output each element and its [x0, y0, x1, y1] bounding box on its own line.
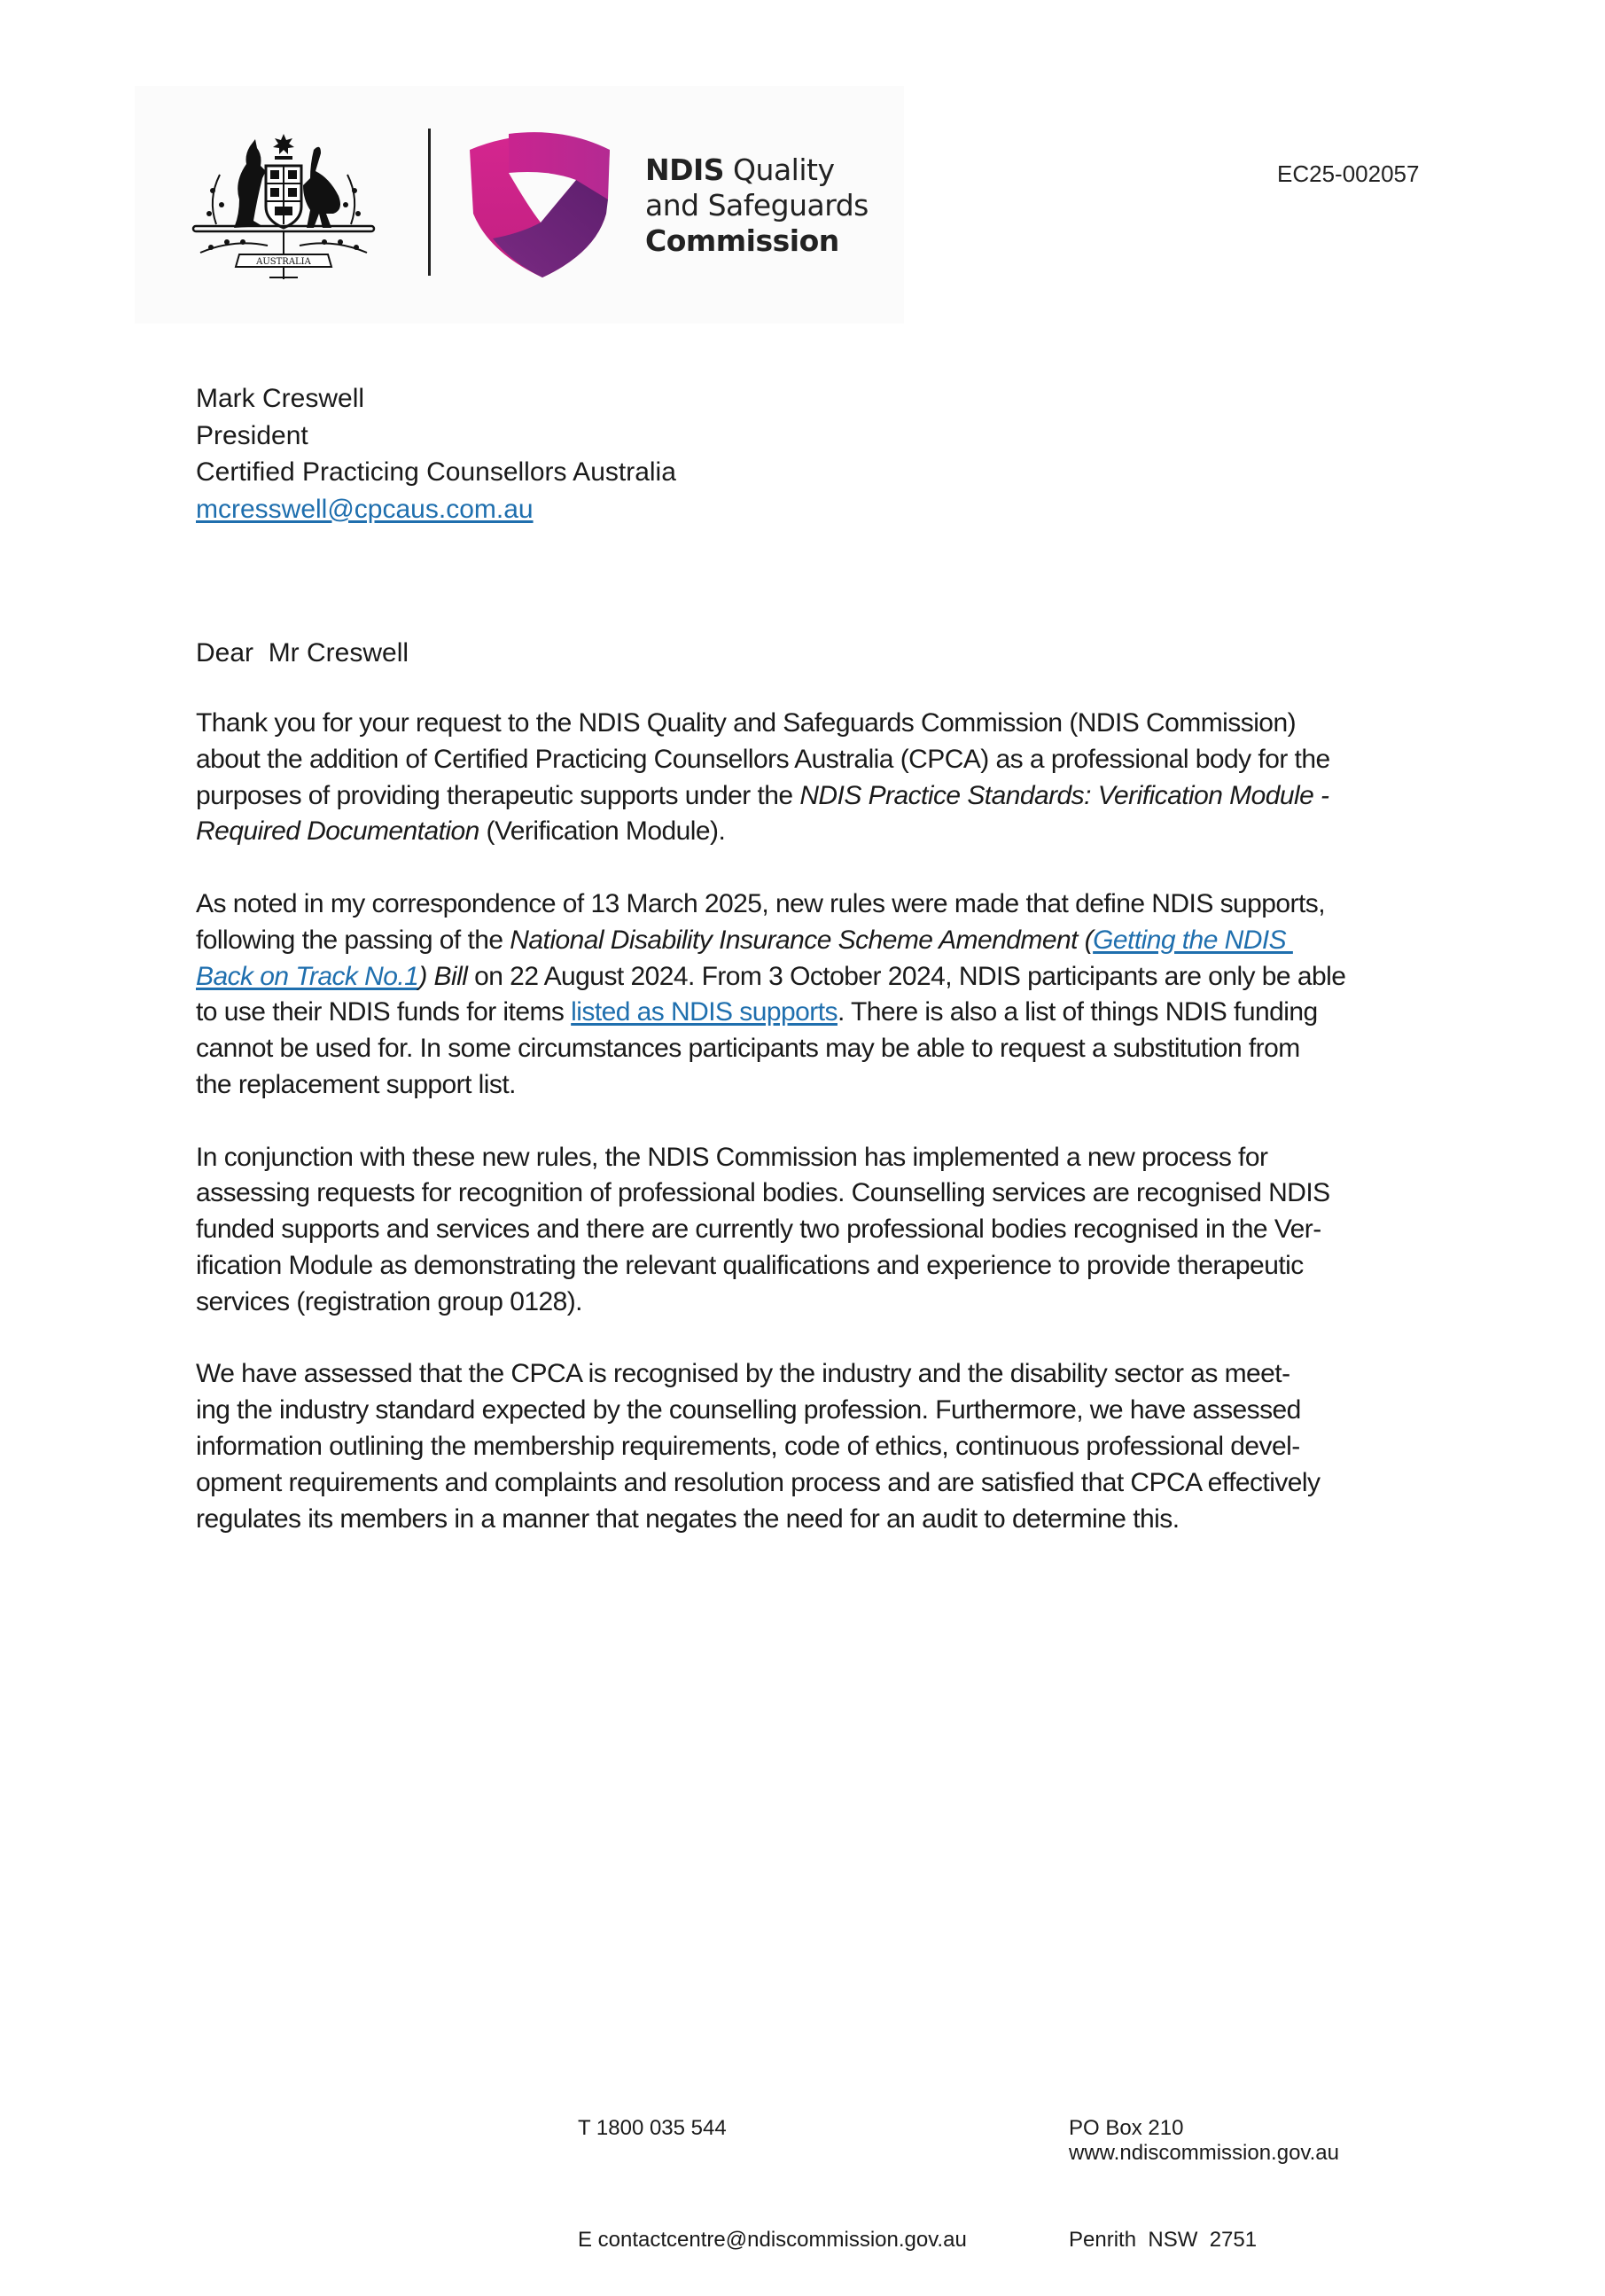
paragraph — [196, 1356, 1437, 1537]
org-name-quality: Quality — [724, 152, 835, 187]
text-line — [196, 923, 1437, 959]
text-run: services (registration group 0128). — [196, 1286, 582, 1316]
text-line — [196, 706, 1437, 742]
footer-phone: T 1800 035 544 — [578, 2116, 727, 2140]
text-run: We have assessed that the CPCA is recognised by the industry and the disability sector as meet- — [196, 1359, 1290, 1389]
recipient-name: Mark Creswell — [196, 384, 365, 413]
reference-number: EC25-002057 — [1277, 160, 1420, 187]
text-line — [196, 1140, 1437, 1176]
text-line — [196, 1429, 1437, 1465]
text-run: ification Module as demonstrating the relevant qualifications and experience to provide therapeutic — [196, 1250, 1304, 1280]
recipient-address — [196, 380, 676, 527]
text-line — [196, 1175, 1437, 1212]
text-run: In conjunction with these new rules, the NDIS Commission has implemented a new process for — [196, 1142, 1268, 1172]
text-run: . There is also a list of things NDIS funding — [837, 997, 1318, 1027]
org-name-ndis: NDIS — [645, 152, 725, 187]
footer-po-box: PO Box 210 — [1069, 2116, 1184, 2140]
salutation: Dear Mr Creswell — [196, 638, 409, 668]
text-run: the replacement support list. — [196, 1069, 516, 1099]
text-line — [196, 1465, 1437, 1502]
text-line — [196, 742, 1437, 778]
text-run: information outlining the membership requirements, code of ethics, continuous professional devel- — [196, 1431, 1300, 1461]
text-line — [196, 814, 1437, 850]
text-run: about the addition of Certified Practicing Counsellors Australia (CPCA) as a professional body for the — [196, 744, 1330, 774]
text-run: As noted in my correspondence of 13 March 2025, new rules were made that define NDIS supports, — [196, 888, 1326, 918]
org-name-line3: Commission — [645, 223, 839, 258]
text-line — [196, 1248, 1437, 1285]
ndis-shield-icon — [466, 129, 613, 279]
text-run: following the passing of the — [196, 925, 510, 955]
italic-text: National Disability Insurance Scheme Amendment ( — [510, 925, 1094, 955]
italic-text: NDIS Practice Standards: Verification Module - — [799, 780, 1329, 810]
text-run: ing the industry standard expected by the counselling profession. Furthermore, we have assessed — [196, 1395, 1301, 1425]
text-run: to use their NDIS funds for items — [196, 997, 572, 1027]
text-run: purposes of providing therapeutic supports under the — [196, 780, 800, 810]
text-run: Thank you for your request to the NDIS Quality and Safeguards Commission (NDIS Commission) — [196, 708, 1297, 738]
footer-email: E contactcentre@ndiscommission.gov.au — [578, 2228, 967, 2252]
paragraph — [196, 1140, 1437, 1321]
inline-link[interactable]: Back on Track No.1 — [196, 961, 419, 991]
footer-website: www.ndiscommission.gov.au — [1069, 2141, 1340, 2165]
text-line — [196, 778, 1437, 815]
coat-of-arms-icon — [181, 129, 386, 285]
text-line — [196, 1502, 1437, 1538]
text-line — [196, 959, 1437, 996]
text-line — [196, 886, 1437, 923]
commission-name — [645, 152, 869, 259]
letterhead — [135, 86, 904, 324]
italic-text: Required Documentation — [196, 816, 479, 847]
text-run: opment requirements and complaints and resolution process and are satisfied that CPCA effectively — [196, 1467, 1321, 1497]
paragraph — [196, 706, 1437, 850]
org-name-line2: and Safeguards — [645, 188, 869, 223]
italic-text: ) Bill — [418, 961, 468, 991]
inline-link[interactable]: listed as NDIS supports — [571, 997, 838, 1027]
logo-divider — [428, 129, 431, 276]
text-line — [196, 1212, 1437, 1248]
paragraph — [196, 886, 1437, 1104]
text-run: regulates its members in a manner that negates the need for an audit to determine this. — [196, 1503, 1180, 1534]
text-line — [196, 1285, 1437, 1321]
letter-body — [196, 706, 1437, 1574]
text-line — [196, 995, 1437, 1031]
text-run: on 22 August 2024. From 3 October 2024, NDIS participants are only be able — [467, 961, 1346, 991]
text-line — [196, 1067, 1437, 1104]
text-run: assessing requests for recognition of professional bodies. Counselling services are recognised NDIS — [196, 1178, 1330, 1208]
text-line — [196, 1031, 1437, 1067]
text-run: (Verification Module). — [479, 816, 726, 847]
recipient-title: President — [196, 420, 308, 450]
svg-text:AUSTRALIA: AUSTRALIA — [256, 257, 311, 267]
inline-link[interactable]: Getting the NDIS — [1093, 925, 1293, 955]
recipient-email-link[interactable]: mcresswell@cpcaus.com.au — [196, 494, 534, 524]
text-run: cannot be used for. In some circumstances participants may be able to request a substitution from — [196, 1034, 1300, 1064]
text-run: funded supports and services and there are currently two professional bodies recognised in the Ver- — [196, 1214, 1321, 1245]
recipient-organisation: Certified Practicing Counsellors Australia — [196, 457, 676, 487]
text-line — [196, 1356, 1437, 1393]
text-line — [196, 1393, 1437, 1429]
footer-city: Penrith NSW 2751 — [1069, 2228, 1258, 2252]
footer-contact — [578, 2035, 967, 2296]
